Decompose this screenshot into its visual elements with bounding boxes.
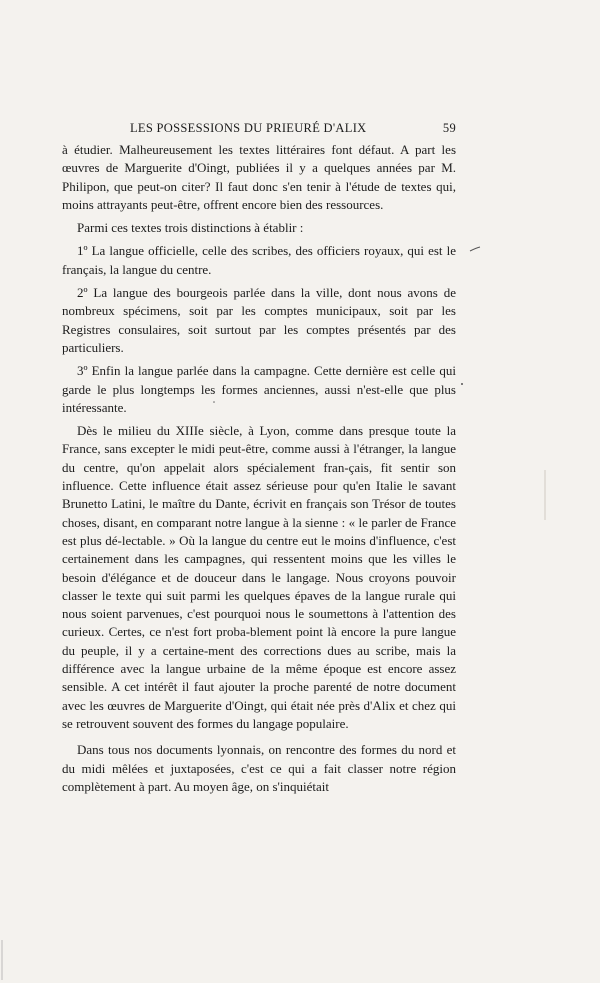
paragraph-langue-officielle: 1º La langue officielle, celle des scribes, des officiers royaux, qui est le français, la langue du centre. [62, 243, 456, 277]
running-title: LES POSSESSIONS DU PRIEURÉ D'ALIX [130, 121, 367, 135]
paragraph-influence-centre: Dès le milieu du XIIIe siècle, à Lyon, comme dans presque toute la France, sans excepter le midi peut-être, comme aussi à l'étranger, la langue du centre, qu'on appelait alors spécialement fran-çais, fit sentir son influence. Cette influence était assez sérieuse pour qu'en Italie le savant Brunetto Latini, le maître du Dante, écrivit en français son Trésor de toutes choses, disant, en comparant notre langue à la sienne : « le parler de France est plus dé-lectable. » Où la langue du centre eut le moins d'influence, c'est certainement dans les campagnes, qui ressentent moins que les villes le besoin d'élégance et de douceur dans le langage. Nous croyons pouvoir classer le texte qui suit parmi les quelques épaves de la langue rurale qui nous soient parvenues, c'est pourquoi nous le soumettons à l'attention des curieux. Certes, ce n'est fort proba-blement point là encore la pure langue du peuple, il y a certaine-ment des corrections dues au scribe, mais la différence avec la langue urbaine de la même époque est encore assez sensible. A cet intérêt il faut ajouter la proche parenté de notre document avec les œuvres de Marguerite d'Oingt, qui était née près d'Alix et chez qui se retrouvent souvent des formes du langage populaire. [62, 423, 456, 731]
paragraph-continuation: à étudier. Malheureusement les textes littéraires font défaut. A part les œuvres de Marguerite d'Oingt, publiées il y a quelques années par M. Philipon, que peut-on citer? Il faut donc s'en tenir à l'étude de textes qui, moins attrayants peut-être, offrent encore bien des ressources. [62, 142, 456, 212]
paragraph-langue-campagne: 3º Enfin la langue parlée dans la campagne. Cette dernière est celle qui garde le plus longtemps les formes anciennes, aussi n'est-elle que plus intéressante. [62, 363, 456, 415]
page-number: 59 [442, 121, 456, 135]
paragraph-documents-lyonnais: Dans tous nos documents lyonnais, on rencontre des formes du nord et du midi mêlées et juxtaposées, c'est ce qui a fait classer notre région complètement à part. Au moyen âge, on s'inquiétait [62, 742, 456, 794]
paragraph-distinctions: Parmi ces textes trois distinctions à établir : [77, 220, 304, 236]
paragraph-langue-bourgeois: 2º La langue des bourgeois parlée dans la ville, dont nous avons de nombreux spécimens, soit par les comptes municipaux, soit par les Registres consulaires, soit surtout par les comptes présentés par des particuliers. [62, 285, 456, 355]
